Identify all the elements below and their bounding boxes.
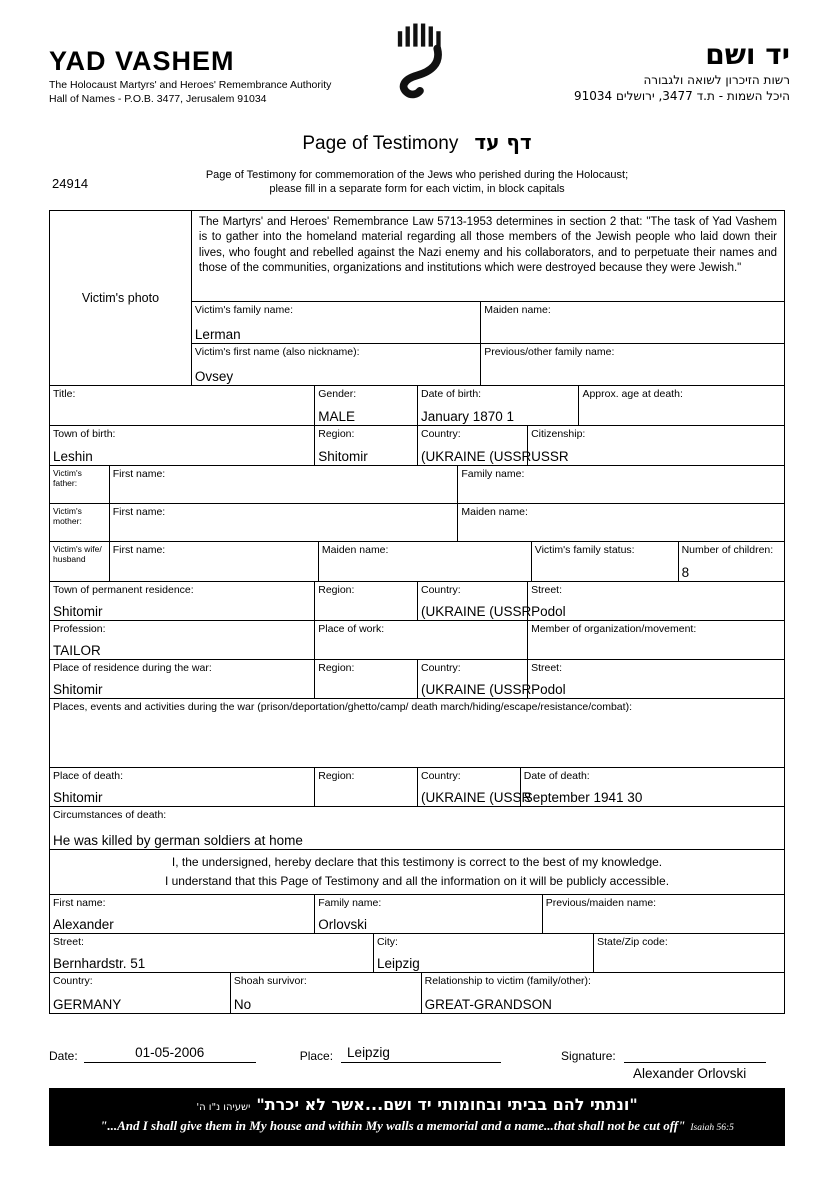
field-label: Shoah survivor: xyxy=(233,975,307,987)
field-value xyxy=(315,619,417,620)
field-label: Previous/other family name: xyxy=(484,346,615,358)
field-value xyxy=(481,384,784,385)
field-shoah-survivor xyxy=(230,973,421,1013)
verse-hebrew xyxy=(49,1088,785,1114)
field-victims-first-name xyxy=(192,344,480,385)
field-father-first-name xyxy=(109,466,458,503)
field-submitter-previous-name xyxy=(542,895,784,933)
row-family-maiden-name xyxy=(192,301,784,343)
spouse-section-label xyxy=(50,542,109,581)
field-label: Country: xyxy=(420,770,461,782)
field-label: First name: xyxy=(112,468,166,480)
org-header-en xyxy=(49,46,331,105)
yad-vashem-logo-icon xyxy=(394,18,444,111)
field-label: Street: xyxy=(53,936,84,948)
field-label: State/Zip code: xyxy=(597,936,668,948)
field-value: Ovsey xyxy=(194,369,234,384)
field-value: Podol xyxy=(531,604,566,619)
field-label: Country: xyxy=(420,428,461,440)
row-father xyxy=(50,465,784,503)
field-war-events xyxy=(50,699,784,767)
field-label: Family name: xyxy=(461,468,525,480)
field-value xyxy=(579,424,784,425)
intro-text xyxy=(0,169,834,197)
field-value xyxy=(458,502,784,503)
field-label: Member of organization/movement: xyxy=(531,623,697,635)
field-date-of-death xyxy=(520,768,784,806)
signature-label: Signature: xyxy=(561,1049,616,1063)
field-label: Citizenship: xyxy=(531,428,586,440)
field-value: Podol xyxy=(531,682,566,697)
verse-english-quote: "...And I shall give them in My house and within My walls a memorial and a name...that shall not be cut off" xyxy=(100,1118,686,1133)
field-value: (UKRAINE (USSR xyxy=(420,449,532,464)
field-value: Shitomir xyxy=(53,682,103,697)
org-subtitle-authority: The Holocaust Martyrs' and Heroes' Remembrance Authority xyxy=(49,79,332,91)
verse-hebrew-quote: "ונתתי להם בביתי ובחומותי יד ושם...אשר לא יכרת" xyxy=(256,1095,638,1114)
field-town-of-residence xyxy=(50,582,314,620)
row-war-events xyxy=(50,698,784,767)
org-subtitle-address: Hall of Names - P.O.B. 3477, Jerusalem 91034 xyxy=(49,93,267,105)
field-label: Title: xyxy=(53,388,76,400)
field-spouse-maiden-name xyxy=(318,542,531,581)
field-label: Approx. age at death: xyxy=(582,388,683,400)
field-value xyxy=(315,658,527,659)
field-label: Date of death: xyxy=(523,770,590,782)
row-permanent-residence xyxy=(50,581,784,620)
field-label: Street: xyxy=(531,584,563,596)
field-label: Date of birth: xyxy=(420,388,482,400)
field-label: Place of death: xyxy=(53,770,124,782)
field-submitter-first-name xyxy=(50,895,314,933)
intro-line-1: Page of Testimony for commemoration of the Jews who perished during the Holocaust; xyxy=(205,169,629,181)
row-photo-law-names xyxy=(50,211,784,385)
field-place-of-death xyxy=(50,768,314,806)
field-label: Town of permanent residence: xyxy=(53,584,194,596)
field-value xyxy=(110,540,458,541)
field-value: Leipzig xyxy=(376,956,420,971)
field-label: Country: xyxy=(420,584,461,596)
field-country-of-death xyxy=(417,768,532,806)
field-label: City: xyxy=(376,936,398,948)
date-label: Date: xyxy=(49,1049,78,1063)
field-label: Previous/maiden name: xyxy=(545,897,657,909)
org-subtitle-address-hebrew: היכל השמות - ת.ד 3477, ירושלים 91034 xyxy=(573,89,790,103)
place-label: Place: xyxy=(299,1049,334,1063)
field-label: Gender: xyxy=(318,388,357,400)
field-previous-family-name xyxy=(480,344,784,385)
field-country-of-birth xyxy=(417,426,532,465)
field-residence-during-war xyxy=(50,660,314,698)
form-title-row xyxy=(0,130,834,155)
field-value xyxy=(532,580,678,581)
field-submitter-street xyxy=(50,934,373,972)
field-label: Victim's family name: xyxy=(194,304,294,316)
row-submitter-address xyxy=(50,933,784,972)
field-label: Region: xyxy=(318,662,355,674)
field-label: Country: xyxy=(420,662,461,674)
row-mother xyxy=(50,503,784,541)
field-family-status xyxy=(531,542,678,581)
field-submitter-city xyxy=(373,934,593,972)
org-name: YAD VASHEM xyxy=(49,46,235,76)
field-label: Relationship to victim (family/other): xyxy=(424,975,591,987)
intro-line-2: please fill in a separate form for each victim, in block capitals xyxy=(269,182,565,195)
field-label: First name: xyxy=(112,544,166,556)
row-circumstances xyxy=(50,806,784,849)
field-label: Profession: xyxy=(53,623,106,635)
form-title: Page of Testimony xyxy=(302,133,459,154)
field-value xyxy=(458,540,784,541)
row-title-gender-birth xyxy=(50,385,784,425)
field-value xyxy=(315,805,417,806)
verse-english-citation: Isaiah 56:5 xyxy=(690,1123,734,1133)
field-value: (UKRAINE (USSR xyxy=(420,682,532,697)
field-number-of-children xyxy=(678,542,784,581)
field-value: Leshin xyxy=(53,449,93,464)
field-maiden-name xyxy=(480,302,784,343)
field-region-of-death xyxy=(314,768,417,806)
field-submitter-zip xyxy=(593,934,784,972)
signature-name: Alexander Orlovski xyxy=(633,1066,747,1081)
field-region-of-birth xyxy=(314,426,417,465)
date-line xyxy=(84,1045,256,1063)
field-value: GERMANY xyxy=(53,997,122,1012)
verse-hebrew-citation: ישעיהו נ"ו ה' xyxy=(196,1102,251,1113)
field-value xyxy=(50,424,314,425)
father-section-label xyxy=(50,466,109,503)
org-header-he xyxy=(574,38,790,103)
field-victims-family-name xyxy=(192,302,480,343)
field-value: GREAT-GRANDSON xyxy=(424,997,552,1012)
field-value: Bernhardstr. 51 xyxy=(53,956,146,971)
org-subtitle-authority-hebrew: רשות הזיכרון לשואה ולגבורה xyxy=(643,73,790,87)
field-label: Town of birth: xyxy=(53,428,116,440)
field-label: Country: xyxy=(53,975,93,987)
field-label: Circumstances of death: xyxy=(53,809,167,821)
field-label: Family name: xyxy=(318,897,382,909)
field-value: TAILOR xyxy=(53,643,101,658)
form-title-hebrew: דף עד xyxy=(474,130,532,154)
field-label: Region: xyxy=(318,770,355,782)
row-profession xyxy=(50,620,784,659)
field-value xyxy=(315,697,417,698)
field-country-of-residence xyxy=(417,582,532,620)
field-value xyxy=(528,658,784,659)
field-place-of-work xyxy=(314,621,527,659)
field-label: Maiden name: xyxy=(321,544,389,556)
field-relationship-to-victim xyxy=(421,973,784,1013)
field-label: Victim's wife/ husband xyxy=(53,544,102,565)
field-country-during-war xyxy=(417,660,532,698)
field-value: Lerman xyxy=(194,327,241,342)
field-organization-membership xyxy=(527,621,784,659)
testimony-form-table xyxy=(49,210,785,1014)
field-submitter-country xyxy=(50,973,230,1013)
row-death xyxy=(50,767,784,806)
field-label: Victim's mother: xyxy=(53,506,82,527)
field-label: Victim's father: xyxy=(53,468,82,489)
field-label: Street: xyxy=(531,662,563,674)
field-street-of-residence xyxy=(527,582,784,620)
row-spouse xyxy=(50,541,784,581)
field-age-at-death xyxy=(578,386,784,425)
remembrance-law-text: The Martyrs' and Heroes' Remembrance Law 5713-1953 determines in section 2 that: "The task of Yad Vashem is to gather into the homeland material regarding all those members of the Jewish people who laid down their lives, who fought and rebelled against the Nazi enemy and his collaborators, and to perpetuate their names and those of the communities, organizations and institutions which were destroyed because they were Jewish." xyxy=(198,216,777,275)
field-value: MALE xyxy=(318,409,355,424)
field-value: Orlovski xyxy=(318,917,367,932)
field-value: USSR xyxy=(531,449,569,464)
field-label: Region: xyxy=(318,428,355,440)
row-birth-place xyxy=(50,425,784,465)
field-circumstances-of-death xyxy=(50,807,784,849)
field-label: Victim's family status: xyxy=(534,544,635,556)
field-mother-maiden-name xyxy=(457,504,784,541)
form-number: 24914 xyxy=(52,176,89,191)
field-region-of-residence xyxy=(314,582,417,620)
field-town-of-birth xyxy=(50,426,314,465)
row-declaration xyxy=(50,849,784,894)
row-war-residence xyxy=(50,659,784,698)
field-gender xyxy=(314,386,417,425)
row-first-previous-name xyxy=(192,343,784,385)
field-label: Number of children: xyxy=(681,544,774,556)
place-value: Leipzig xyxy=(347,1045,390,1060)
field-mother-first-name xyxy=(109,504,458,541)
field-citizenship xyxy=(527,426,784,465)
field-street-during-war xyxy=(527,660,784,698)
row-submitter-names xyxy=(50,894,784,933)
field-label: Place of residence during the war: xyxy=(53,662,212,674)
place-line xyxy=(341,1045,501,1063)
org-name-hebrew: יד ושם xyxy=(705,38,790,71)
field-label: Maiden name: xyxy=(484,304,551,316)
field-father-family-name xyxy=(457,466,784,503)
victim-photo-box xyxy=(50,211,191,385)
field-date-of-birth xyxy=(417,386,578,425)
field-value: September 1941 30 xyxy=(523,790,643,805)
field-value: Alexander xyxy=(53,917,114,932)
field-title xyxy=(50,386,314,425)
field-label: Place of work: xyxy=(318,623,385,635)
field-value: (UKRAINE (USSR xyxy=(420,604,532,619)
field-region-during-war xyxy=(314,660,417,698)
field-value xyxy=(319,580,531,581)
field-value xyxy=(110,502,458,503)
field-label: Region: xyxy=(318,584,355,596)
memorial-verse-banner xyxy=(49,1088,785,1146)
field-label: Victim's first name (also nickname): xyxy=(194,346,360,358)
field-value: (UKRAINE (USSR xyxy=(420,790,532,805)
field-value: He was killed by german soldiers at home xyxy=(53,833,303,848)
field-spouse-first-name xyxy=(109,542,318,581)
signing-row xyxy=(49,1045,785,1063)
field-value: 8 xyxy=(681,565,690,580)
law-and-names-section xyxy=(191,211,784,385)
field-value: January 1870 1 xyxy=(420,409,515,424)
field-label: First name: xyxy=(112,506,166,518)
row-submitter-country xyxy=(50,972,784,1013)
declaration-line-1: I, the undersigned, hereby declare that this testimony is correct to the best of my knowledge. xyxy=(171,855,663,870)
verse-english xyxy=(49,1118,785,1134)
field-value: Shitomir xyxy=(53,790,103,805)
field-value: No xyxy=(233,997,252,1012)
field-value xyxy=(50,713,784,714)
victim-photo-label: Victim's photo xyxy=(81,291,160,305)
field-value: Shitomir xyxy=(318,449,368,464)
declaration-text xyxy=(50,850,784,894)
field-value: Shitomir xyxy=(53,604,103,619)
field-value xyxy=(594,971,784,972)
field-label: Places, events and activities during the war (prison/deportation/ghetto/camp/ death march/hiding/escape/resistance/combat): xyxy=(53,701,632,713)
declaration-line-2: I understand that this Page of Testimony and all the information on it will be publicly accessible. xyxy=(164,874,670,888)
field-profession xyxy=(50,621,314,659)
field-value xyxy=(110,580,318,581)
field-value xyxy=(543,932,784,933)
field-label: Maiden name: xyxy=(461,506,528,518)
signature-line xyxy=(624,1045,766,1063)
field-submitter-family-name xyxy=(314,895,542,933)
date-value: 01-05-2006 xyxy=(135,1045,205,1060)
field-label: First name: xyxy=(53,897,106,909)
mother-section-label xyxy=(50,504,109,541)
